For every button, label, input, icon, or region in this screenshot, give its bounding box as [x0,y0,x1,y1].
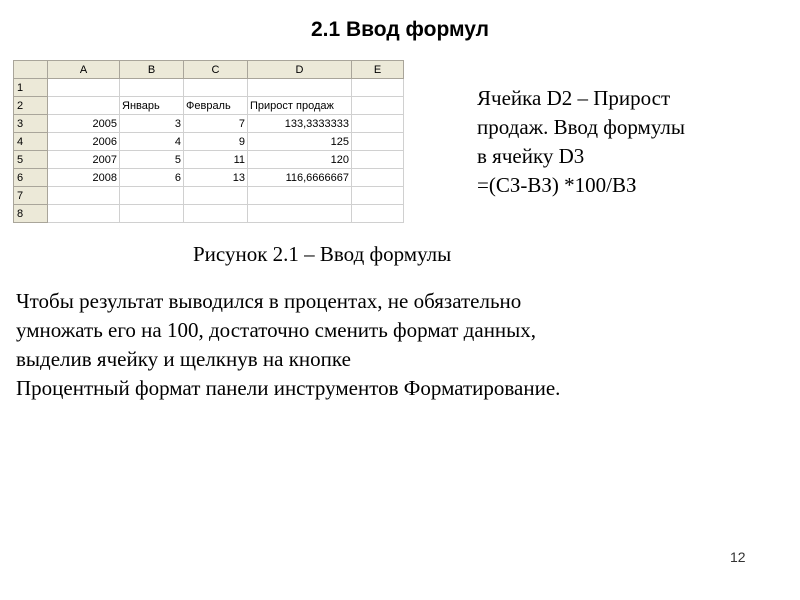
formula-note-line: =(СЗ-ВЗ) *100/ВЗ [477,173,637,197]
body-paragraph [16,287,786,403]
cell: Январь [120,97,184,115]
cell: 120 [248,151,352,169]
cell [48,97,120,115]
row-header: 8 [14,205,48,223]
cell [48,79,120,97]
cell [120,79,184,97]
spreadsheet-figure [13,60,404,223]
cell: 7 [184,115,248,133]
table-row [14,187,404,205]
table-row [14,151,404,169]
cell [352,187,404,205]
column-header: B [120,61,184,79]
formula-note [477,84,777,200]
cell [352,79,404,97]
cell: 2006 [48,133,120,151]
row-header: 1 [14,79,48,97]
cell: Февраль [184,97,248,115]
cell [120,187,184,205]
cell: 116,6666667 [248,169,352,187]
body-line: Чтобы результат выводился в процентах, не обязательно [16,289,522,313]
table-row [14,205,404,223]
cell: 125 [248,133,352,151]
row-header: 5 [14,151,48,169]
formula-note-line: в ячейку D3 [477,144,585,168]
table-row [14,115,404,133]
cell [352,97,404,115]
cell: 2008 [48,169,120,187]
body-line: выделив ячейку и щелкнув на кнопке [16,347,351,371]
formula-note-line: Ячейка D2 – Прирост [477,86,671,110]
cell [352,133,404,151]
row-header: 4 [14,133,48,151]
row-header: 3 [14,115,48,133]
cell: 6 [120,169,184,187]
row-header: 2 [14,97,48,115]
cell: 4 [120,133,184,151]
cell: 3 [120,115,184,133]
column-header: C [184,61,248,79]
column-header: E [352,61,404,79]
cell [184,79,248,97]
corner-cell [14,61,48,79]
column-header: D [248,61,352,79]
cell [248,205,352,223]
cell: 133,3333333 [248,115,352,133]
cell: Прирост продаж [248,97,352,115]
cell [48,205,120,223]
cell [352,169,404,187]
cell [352,205,404,223]
cell: 13 [184,169,248,187]
cell [248,187,352,205]
cell [48,187,120,205]
cell [352,151,404,169]
cell: 2005 [48,115,120,133]
row-header: 7 [14,187,48,205]
row-header: 6 [14,169,48,187]
cell: 2007 [48,151,120,169]
formula-note-line: продаж. Ввод формулы [477,115,686,139]
table-row [14,169,404,187]
table-row [14,133,404,151]
cell [184,187,248,205]
figure-caption: Рисунок 2.1 – Ввод формулы [193,242,452,266]
slide-title: 2.1 Ввод формул [310,18,490,41]
cell: 9 [184,133,248,151]
page-number: 12 [730,549,746,565]
body-line: умножать его на 100, достаточно сменить формат данных, [16,318,537,342]
cell: 5 [120,151,184,169]
cell [352,115,404,133]
cell [120,205,184,223]
cell: 11 [184,151,248,169]
cell [184,205,248,223]
table-row [14,79,404,97]
cell [248,79,352,97]
table-row [14,97,404,115]
body-line: Процентный формат панели инструментов Форматирование. [16,376,561,400]
column-header: A [48,61,120,79]
